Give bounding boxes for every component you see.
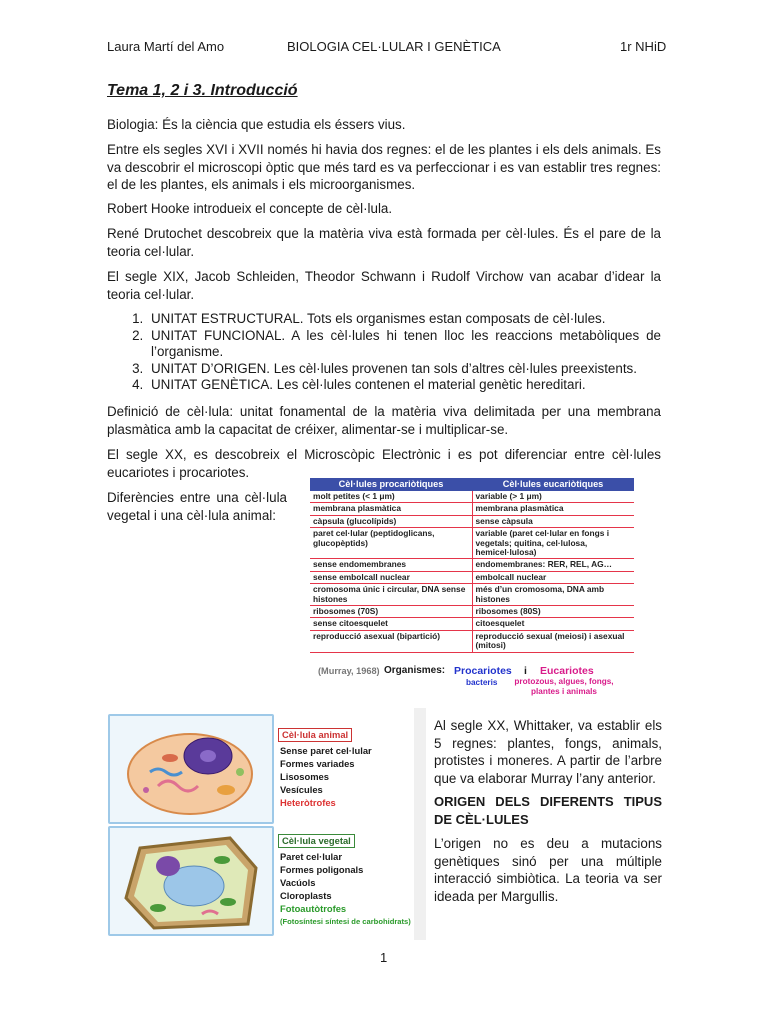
section-heading-origin: ORIGEN DELS DIFERENTS TIPUS DE CÈL·LULES	[434, 794, 662, 827]
column-divider	[414, 708, 426, 940]
organisms-legend	[318, 664, 648, 708]
table-cell: membrana plasmàtica	[475, 503, 564, 514]
header-course: BIOLOGIA CEL·LULAR I GENÈTICA	[287, 39, 501, 54]
animal-trait: Sense paret cel·lular	[280, 745, 372, 756]
header-author: Laura Martí del Amo	[107, 39, 225, 54]
header-group: 1r NHiD	[620, 39, 667, 54]
paragraph-biology: Biologia: És la ciència que estudia els éssers vius.	[107, 117, 406, 132]
paragraph-definition: Definició de cèl·lula: unitat fonamental de la matèria viva delimitada per una membrana plasmàtica amb la capacitat de créixer, alimentar-se i multiplicar-se.	[107, 404, 661, 437]
paragraph-differences: Diferències entre una cèl·lula vegetal i una cèl·lula animal:	[107, 490, 287, 523]
table-cell: ribosomes (70S)	[310, 606, 473, 617]
list-item: 1. UNITAT ESTRUCTURAL. Tots els organismes estan composats de cèl·lules.	[147, 311, 661, 328]
page-title: Tema 1, 2 i 3. Introducció	[107, 82, 298, 99]
plant-nutrition: Fotoautòtrofes	[280, 903, 347, 914]
table-cell: reproducció asexual (bipartició)	[310, 631, 473, 652]
table-row	[310, 528, 634, 559]
legend-eukaryotes: Eucariotes	[540, 665, 594, 677]
table-cell: variable (paret cel·lular en fongs i vegetals; quitina, cel·lulosa, hemicel·lulosa)	[475, 528, 610, 558]
table-cell: ribosomes (80S)	[475, 606, 541, 617]
table-cell: més d’un cromosoma, DNA amb histones	[475, 584, 605, 604]
table-row	[310, 631, 634, 653]
plant-cell-illustration	[110, 828, 272, 934]
table-row	[310, 572, 634, 584]
paragraph-origin: L’origen no es deu a mutacions genètiques sinó per una múltiple interacció simbiòtica. La teoria va ser ideada per Margullis.	[434, 836, 662, 904]
table-cell: endomembranes: RER, REL, AG…	[475, 559, 613, 570]
table-cell: sense embolcall nuclear	[310, 572, 473, 583]
table-cell: càpsula (glucolípids)	[310, 516, 473, 527]
table-cell: molt petites (< 1 μm)	[310, 491, 473, 502]
comparison-table	[310, 478, 634, 653]
paragraph-kingdoms: Entre els segles XVI i XVII només hi havia dos regnes: el de les plantes i els dels animals. Es va descobrir el microscopi òptic que més tard es va perfeccionar i es van establir tres regnes: el de les plantes, els animals i els microorganismes.	[107, 142, 661, 192]
header-prokaryotic: Cèl·lules procariòtiques	[338, 479, 444, 489]
plant-cell-title: Cèl·lula vegetal	[278, 834, 355, 848]
table-cell: embolcall nuclear	[475, 571, 547, 582]
animal-trait: Vesícules	[280, 784, 323, 795]
animal-trait: Formes variades	[280, 758, 355, 769]
plant-nutrition-note: (Fotosíntesi síntesi de carbohidrats)	[280, 917, 411, 926]
cell-comparison-figure	[106, 710, 422, 936]
table-row	[310, 491, 634, 503]
list-item: 4. UNITAT GENÈTICA. Les cèl·lules contenen el material genètic hereditari.	[147, 377, 661, 394]
table-cell: variable (> 1 μm)	[475, 491, 542, 501]
cell-theory-list	[107, 311, 661, 394]
plant-trait: Formes poligonals	[280, 864, 364, 875]
paragraph-drutochet: René Drutochet descobreix que la matèria viva està formada per cèl·lules. És el pare de la teoria cel·lular.	[107, 226, 661, 259]
page-number: 1	[380, 950, 388, 965]
animal-cell-illustration	[110, 716, 272, 822]
table-cell: paret cel·lular (peptidoglicans, glucopèptids)	[310, 528, 473, 558]
table-cell: sense càpsula	[475, 515, 533, 526]
table-row	[310, 618, 634, 630]
legend-prokaryotes: Procariotes	[454, 665, 512, 677]
plant-trait: Vacúols	[280, 877, 316, 888]
table-row	[310, 584, 634, 606]
animal-cell-title: Cèl·lula animal	[278, 728, 352, 742]
table-row	[310, 559, 634, 571]
table-header	[310, 478, 634, 491]
table-cell: reproducció sexual (meiosi) i asexual (mitosi)	[475, 630, 625, 651]
table-row	[310, 606, 634, 618]
table-cell: cromosoma únic i circular, DNA sense histones	[310, 584, 473, 605]
paragraph-whittaker: Al segle XX, Whittaker, va establir els 5 regnes: plantes, fongs, animals, protistes i moneres. A partir de l’arbre que va elaborar Murray l’any anterior.	[434, 718, 662, 786]
paragraph-hooke: Robert Hooke introdueix el concepte de cèl·lula.	[107, 201, 393, 216]
list-item: 3. UNITAT D’ORIGEN. Les cèl·lules provenen tan sols d’altres cèl·lules preexistents.	[147, 361, 661, 378]
table-cell: sense citoesquelet	[310, 618, 473, 629]
legend-conj: i	[524, 665, 527, 677]
paragraph-schleiden: El segle XIX, Jacob Schleiden, Theodor Schwann i Rudolf Virchow van acabar d’idear la teoria cel·lular.	[107, 269, 661, 302]
legend-organisms: Organismes:	[384, 665, 446, 676]
paragraph-electron-microscope: El segle XX, es descobreix el Microscòpic Electrònic i es pot diferenciar entre cèl·lules eucariotes i procariotes.	[107, 447, 661, 480]
plant-trait: Cloroplasts	[280, 890, 332, 901]
table-cell: sense endomembranes	[310, 559, 473, 570]
legend-bacteria: bacteris	[466, 678, 498, 687]
table-row	[310, 516, 634, 528]
plant-trait: Paret cel·lular	[280, 851, 343, 862]
legend-source: (Murray, 1968)	[318, 666, 380, 676]
list-item: 2. UNITAT FUNCIONAL. A les cèl·lules hi tenen lloc les reaccions metabòliques de l’organisme.	[147, 328, 661, 361]
legend-euk-examples: protozous, algues, fongs, plantes i animals	[514, 677, 614, 696]
table-row	[310, 503, 634, 515]
plant-cell-panel	[108, 826, 274, 936]
header-eukaryotic: Cèl·lules eucariòtiques	[502, 479, 604, 489]
animal-cell-panel	[108, 714, 274, 824]
table-cell: citoesquelet	[475, 618, 525, 629]
animal-trait: Lisosomes	[280, 771, 329, 782]
animal-nutrition: Heteròtrofes	[280, 797, 336, 808]
table-cell: membrana plasmàtica	[310, 503, 473, 514]
